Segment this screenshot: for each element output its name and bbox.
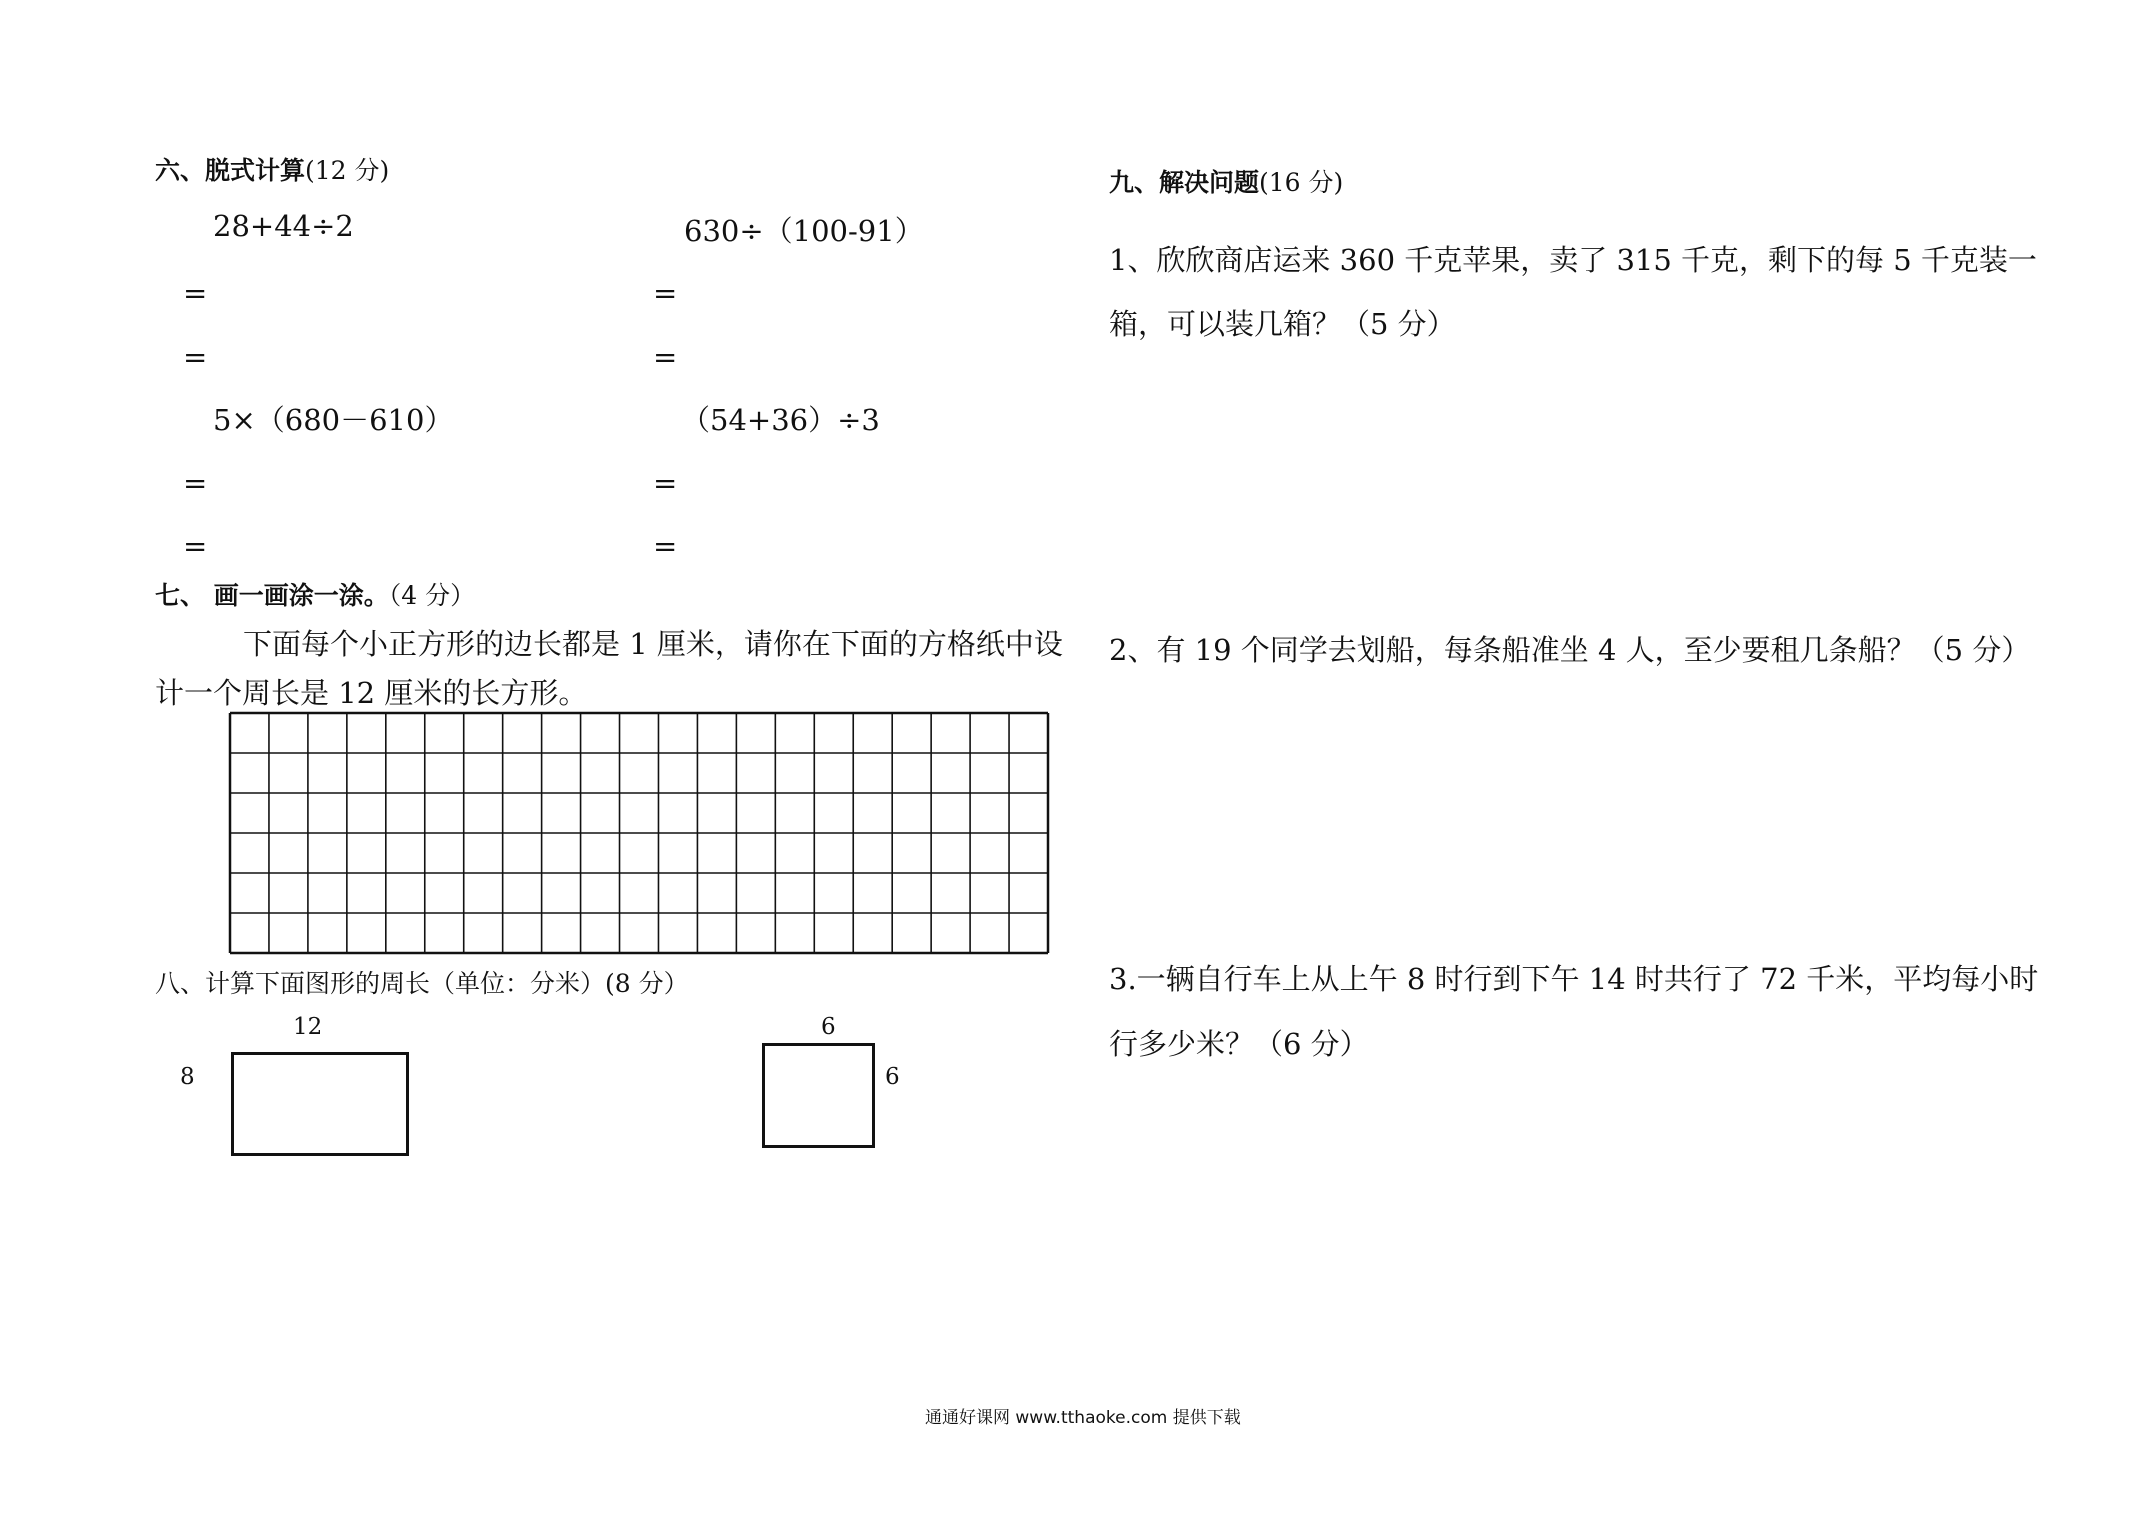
section-7-title: 七、 画一画涂一涂。 — [155, 581, 389, 610]
problem-3-expression: 5×（680－610） — [213, 403, 454, 437]
section-8-title: 八、计算下面图形的周长（单位：分米）(8 分） — [155, 969, 689, 998]
section-6-title: 六、脱式计算 — [155, 156, 306, 185]
section-6-score: (12 分) — [305, 156, 390, 185]
problem-1-equals-1: = — [183, 276, 208, 310]
problem-3-equals-1: = — [183, 466, 208, 500]
section-9-heading — [1109, 163, 1343, 199]
rectangle-top-label: 12 — [293, 1014, 323, 1040]
problem-4-equals-1: = — [653, 466, 678, 500]
problem-4-expression: （54+36）÷3 — [681, 403, 880, 437]
problem-2-equals-1: = — [653, 276, 678, 310]
question-1-line-2: 箱，可以装几箱？（5 分） — [1109, 307, 1456, 341]
section-7-instruction-line-1: 下面每个小正方形的边长都是 1 厘米，请你在下面的方格纸中设 — [243, 627, 1063, 661]
rectangle-figure — [231, 1052, 409, 1156]
problem-2-expression: 630÷（100-91） — [684, 214, 924, 248]
square-top-label: 6 — [821, 1014, 836, 1040]
section-6-heading — [155, 151, 389, 187]
question-3-line-1: 3.一辆自行车上从上午 8 时行到下午 14 时共行了 72 千米，平均每小时 — [1109, 962, 2039, 996]
section-7-heading — [155, 576, 475, 612]
problem-3-equals-2: = — [183, 529, 208, 563]
section-7-score: （4 分） — [388, 581, 476, 610]
section-9-score: (16 分) — [1259, 168, 1344, 197]
problem-1-expression: 28+44÷2 — [213, 209, 354, 243]
problem-2-equals-2: = — [653, 340, 678, 374]
footer-source-text: 通通好课网 www.tthaoke.com 提供下载 — [925, 1408, 1241, 1428]
section-7-instruction-line-2: 计一个周长是 12 厘米的长方形。 — [155, 676, 588, 710]
square-figure — [762, 1043, 875, 1148]
question-3-line-2: 行多少米？（6 分） — [1109, 1027, 1369, 1061]
problem-4-equals-2: = — [653, 529, 678, 563]
problem-1-equals-2: = — [183, 340, 208, 374]
question-1-line-1: 1、欣欣商店运来 360 千克苹果，卖了 315 千克，剩下的每 5 千克装一 — [1109, 243, 2037, 277]
square-grid-paper — [228, 711, 1050, 955]
question-2-text: 2、有 19 个同学去划船，每条船准坐 4 人，至少要租几条船？（5 分） — [1109, 633, 2031, 667]
section-9-title: 九、解决问题 — [1109, 168, 1260, 197]
square-right-label: 6 — [885, 1064, 900, 1090]
rectangle-left-label: 8 — [180, 1064, 195, 1090]
